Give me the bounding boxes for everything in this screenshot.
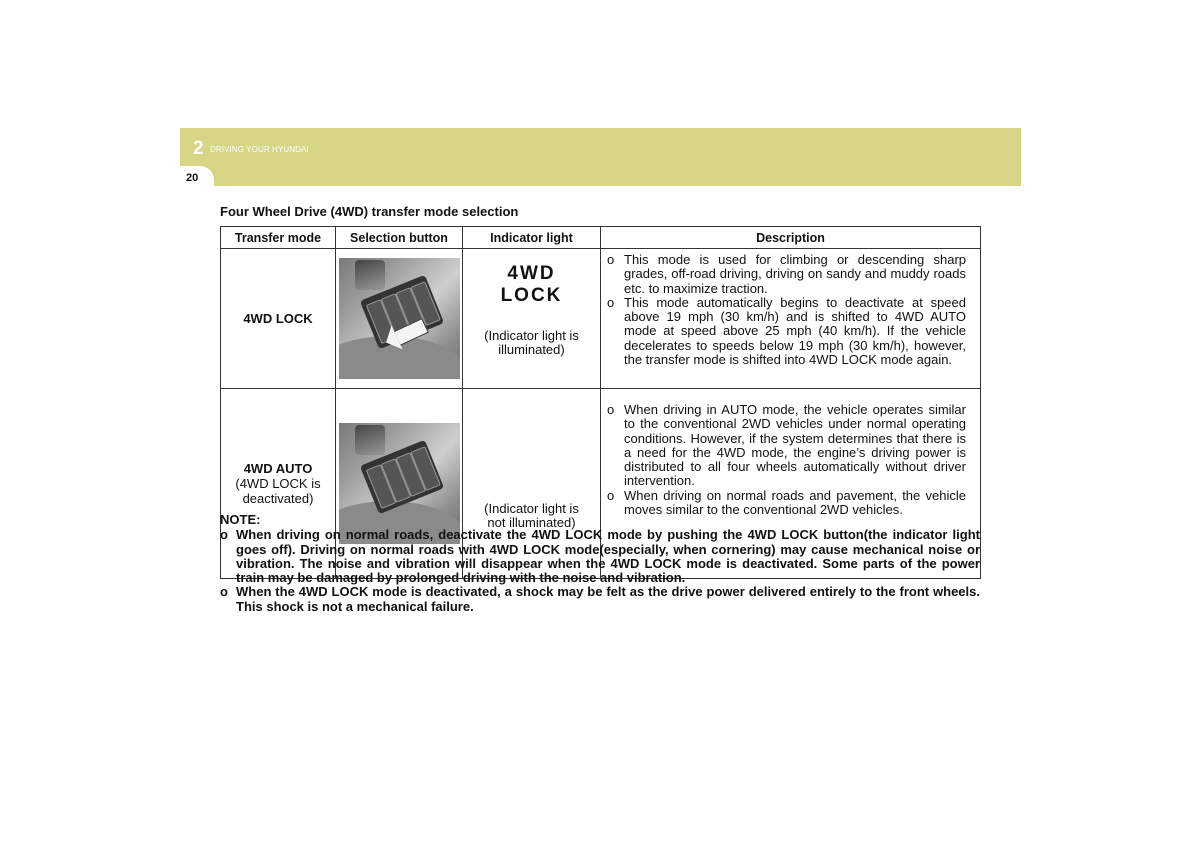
chapter-header-band (180, 128, 1021, 186)
bullet: o (607, 402, 615, 417)
bullet: o (220, 527, 228, 543)
column-header-description: Description (601, 227, 981, 249)
list-item (220, 528, 980, 585)
chapter-title: DRIVING YOUR HYUNDAI (210, 145, 309, 154)
note-title: NOTE: (220, 512, 261, 527)
indicator-status-text: (Indicator light is illuminated) (484, 328, 579, 357)
4wd-lock-indicator-label: 4WD LOCK (500, 263, 563, 306)
note-text: When driving on normal roads, deactivate the 4WD LOCK mode by pushing the 4WD LOCK button(the indicator light goes off). Driving on normal roads with 4WD LOCK mode(especially, when cornering) may cause mechanical noise or vibration. The noise and vibration will disappear when the 4WD LOCK mode is deactivated. Some parts of the power train may be damaged by prolonged driving with the noise and vibration. (236, 527, 980, 586)
list-item (607, 253, 966, 296)
mode-note: (4WD LOCK is deactivated) (235, 476, 321, 506)
bullet: o (607, 252, 615, 267)
description-text: When driving on normal roads and pavement, the vehicle moves similar to the conventional 2WD vehicles. (624, 487, 966, 518)
indicator-status-text: (Indicator light is not illuminated) (484, 500, 579, 530)
mode-name: 4WD AUTO (243, 461, 313, 476)
list-item (220, 585, 980, 614)
transfer-mode-cell (221, 249, 336, 389)
page-number: 20 (186, 172, 199, 184)
bullet: o (607, 294, 615, 310)
table-header-row (221, 227, 981, 249)
mode-name: 4WD LOCK (243, 311, 313, 326)
note-block (220, 513, 980, 614)
column-header-selection-button: Selection button (336, 227, 463, 249)
bullet: o (607, 487, 615, 503)
note-text: When the 4WD LOCK mode is deactivated, a shock may be felt as the drive power delivered entirely to the front wheels. This shock is not a mechanical failure. (236, 584, 980, 614)
selection-button-cell (336, 249, 463, 389)
4wd-lock-button-photo (339, 258, 460, 379)
list-item (607, 403, 966, 489)
section-title: Four Wheel Drive (4WD) transfer mode selection (220, 204, 519, 219)
table-row (221, 249, 981, 389)
list-item (607, 296, 966, 367)
bullet: o (220, 584, 228, 600)
description-text: This mode is used for climbing or descending sharp grades, off-road driving, driving on sandy and muddy roads etc. to maximize traction. (624, 252, 966, 296)
description-cell (601, 249, 981, 389)
chapter-number: 2 (193, 138, 204, 159)
indicator-light-cell (463, 249, 601, 389)
description-text: When driving in AUTO mode, the vehicle operates similar to the conventional 2WD vehicles under normal operating conditions. However, if the system determines that there is a need for the 4WD mode, the engine’s driving power is distributed to all four wheels automatically without driver intervention. (624, 402, 966, 489)
column-header-transfer-mode: Transfer mode (221, 227, 336, 249)
description-text: This mode automatically begins to deactivate at speed above 19 mph (30 km/h) and is shifted to 4WD AUTO mode at speed above 25 mph (40 km/h). If the vehicle decelerates to speeds below 19 mph (30 km/h), however, the transfer mode is shifted into 4WD LOCK mode again. (624, 294, 966, 368)
column-header-indicator-light: Indicator light (463, 227, 601, 249)
